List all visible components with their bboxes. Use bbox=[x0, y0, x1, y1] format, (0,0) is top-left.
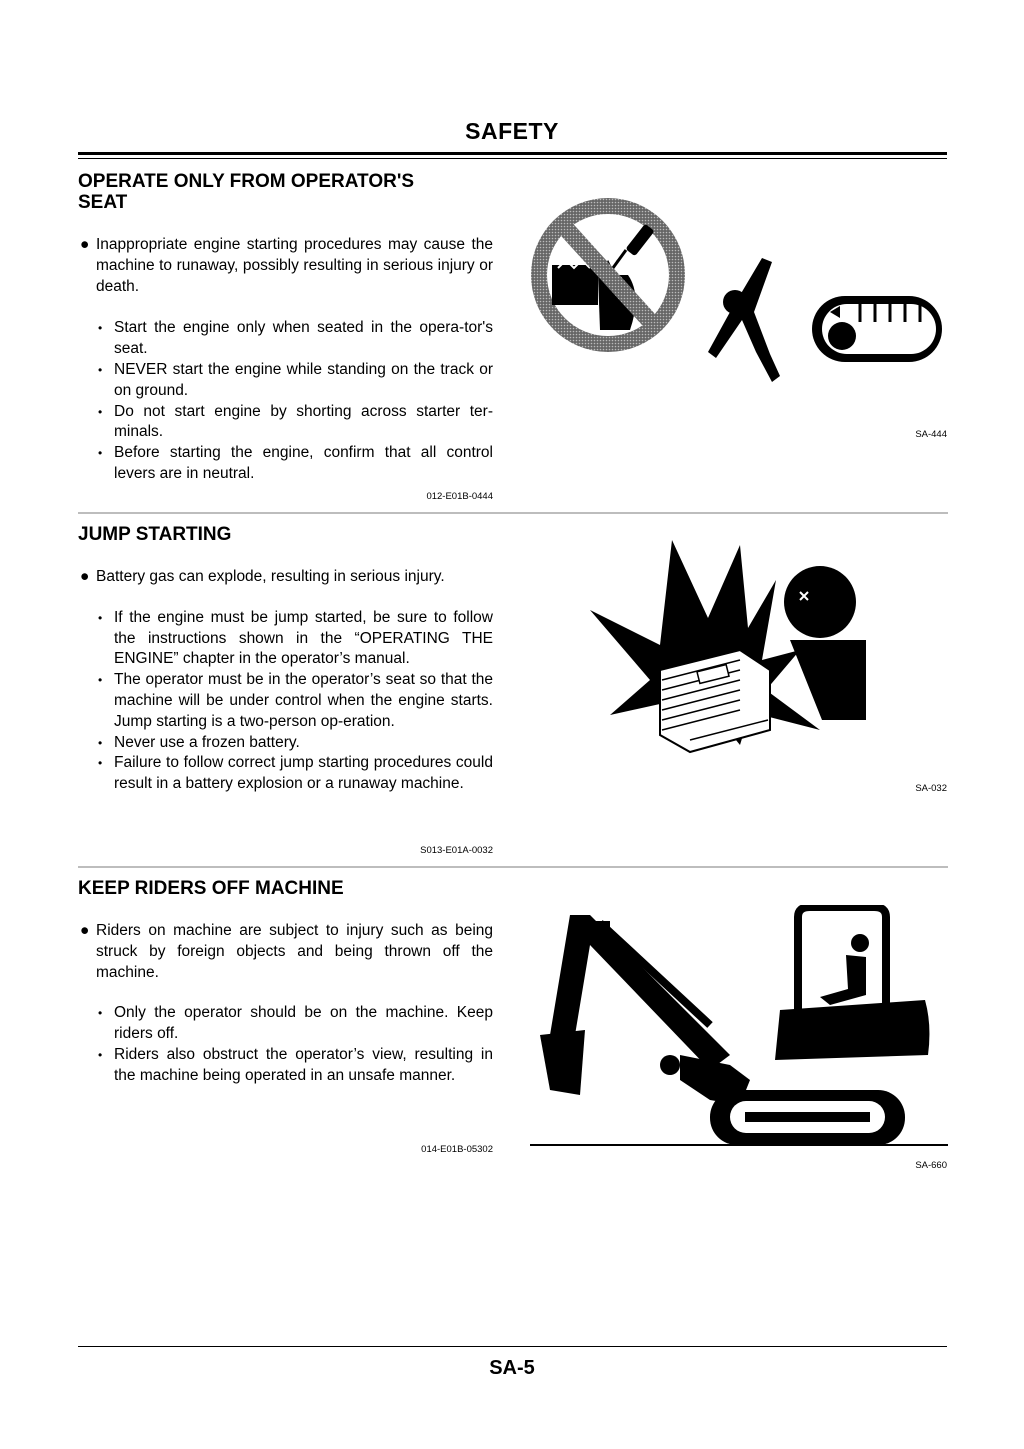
page-number: SA-5 bbox=[489, 1357, 535, 1379]
list-item: • Riders also obstruct the operator’s view, resulting in the machine being operated in an unsafe manner. bbox=[98, 1045, 493, 1084]
list-item: • Failure to follow correct jump starting procedures could result in a battery explosion or a runaway machine. bbox=[98, 754, 493, 793]
section-operate-from-seat bbox=[78, 171, 493, 485]
list-item: • Do not start engine by shorting across starter ter-minals. bbox=[98, 402, 493, 441]
dot-icon: • bbox=[98, 362, 103, 377]
section-code: S013-E01A-0032 bbox=[420, 845, 493, 856]
section-title: KEEP RIDERS OFF MACHINE bbox=[78, 878, 344, 899]
list-item: • NEVER start the engine while standing on the track or on ground. bbox=[98, 360, 493, 399]
bullet-icon: ● bbox=[80, 236, 90, 253]
section-divider bbox=[78, 512, 948, 514]
bullet-icon: ● bbox=[80, 922, 90, 939]
item-list bbox=[78, 318, 493, 484]
no-shorting-illustration bbox=[530, 180, 950, 390]
list-item: • Never use a frozen battery. bbox=[78, 733, 493, 754]
excavator-rider-illustration bbox=[530, 905, 948, 1150]
dot-icon: • bbox=[98, 610, 103, 625]
item-list bbox=[78, 1003, 493, 1086]
bullet-icon: ● bbox=[80, 568, 90, 585]
figure-code: SA-660 bbox=[915, 1160, 947, 1171]
dot-icon: • bbox=[98, 321, 103, 336]
section-title-cont: SEAT bbox=[78, 192, 128, 213]
section-code: 012-E01B-0444 bbox=[426, 491, 493, 502]
battery-explosion-illustration bbox=[590, 540, 870, 760]
intro-text: Inappropriate engine starting procedures may cause the machine to runaway, possibly resulting in serious injury or death. bbox=[96, 236, 493, 295]
dot-icon: • bbox=[98, 1006, 103, 1021]
figure-code: SA-032 bbox=[915, 783, 947, 794]
list-item: • If the engine must be jump started, be sure to follow the instructions shown in the “OPERATING THE ENGINE” chapter in the operator’s manual. bbox=[98, 608, 493, 668]
dot-icon: • bbox=[98, 673, 103, 688]
bucket-icon bbox=[540, 1030, 585, 1095]
list-item: • Only the operator should be on the machine. Keep riders off. bbox=[98, 1004, 493, 1043]
item-list bbox=[78, 608, 493, 795]
section-title: JUMP STARTING bbox=[78, 524, 232, 545]
dot-icon: • bbox=[98, 1047, 103, 1062]
rider-icon bbox=[660, 1055, 680, 1075]
dot-icon: • bbox=[98, 446, 103, 461]
intro-bullet bbox=[78, 921, 493, 983]
page-title: SAFETY bbox=[465, 118, 559, 144]
section-jump-starting bbox=[78, 524, 493, 795]
dot-icon: • bbox=[98, 756, 103, 771]
intro-text: Battery gas can explode, resulting in serious injury. bbox=[96, 568, 445, 585]
intro-bullet bbox=[78, 567, 493, 588]
section-title: OPERATE ONLY FROM OPERATOR'S bbox=[78, 171, 415, 192]
list-item: • Before starting the engine, confirm that all control levers are in neutral. bbox=[98, 444, 493, 482]
section-code: 014-E01B-05302 bbox=[421, 1144, 493, 1155]
footer-rule bbox=[78, 1346, 947, 1347]
list-item: • Start the engine only when seated in the opera-tor's seat. bbox=[98, 319, 493, 358]
intro-bullet bbox=[78, 235, 493, 297]
person-head-icon bbox=[784, 566, 856, 638]
header-rule-thin bbox=[78, 158, 947, 159]
header-rule bbox=[78, 152, 947, 155]
section-keep-riders-off bbox=[78, 878, 493, 1087]
intro-text: Riders on machine are subject to injury such as being struck by foreign objects and being thrown off the machine. bbox=[96, 922, 493, 981]
dot-icon: • bbox=[98, 404, 103, 419]
section-divider bbox=[78, 866, 948, 868]
list-item: • The operator must be in the operator’s seat so that the machine will be under control when the engine starts. Jump starting is a two-person op-eration. bbox=[98, 671, 493, 730]
dot-icon: • bbox=[98, 735, 103, 750]
figure-code: SA-444 bbox=[915, 429, 947, 440]
